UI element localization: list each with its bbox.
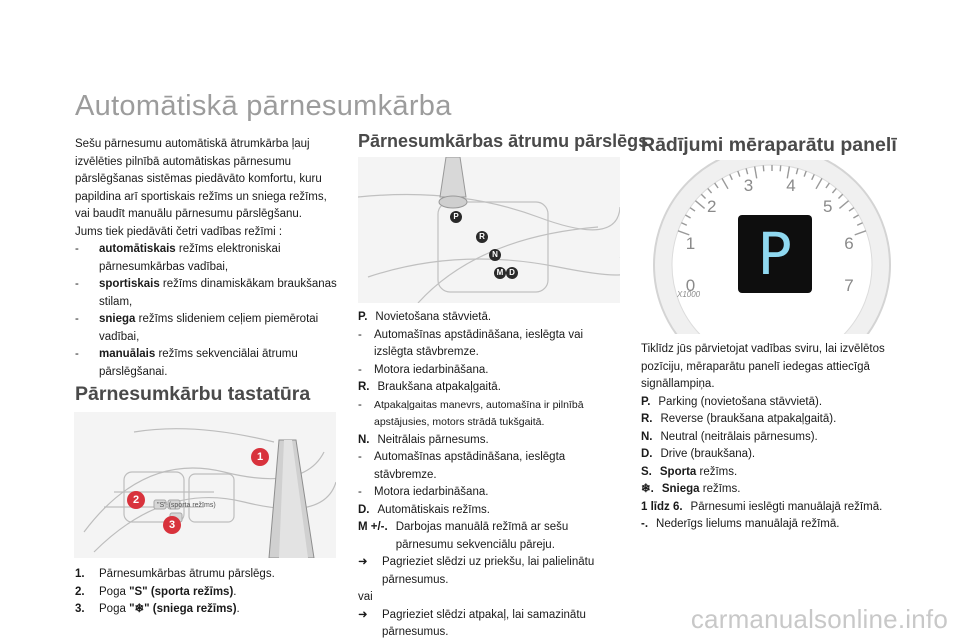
legend-end: . xyxy=(236,603,240,615)
mode-text xyxy=(99,241,340,276)
selector-item xyxy=(358,484,620,502)
scale-number: 3 xyxy=(743,175,754,195)
legend-item xyxy=(75,566,340,584)
gauge-intro: Tiklīdz jūs pārvietojat vadības sviru, lai izvēlētos pozīciju, mēraparātu panelī iedegas attiecīgā signāllampiņa. xyxy=(641,343,885,390)
legend-text xyxy=(99,584,236,602)
selector-drawing xyxy=(358,157,620,303)
legend-bold: "❄" (sniega režīms) xyxy=(129,603,237,615)
arrow-bullet-icon: ➜ xyxy=(358,556,368,568)
mode-item xyxy=(75,241,340,276)
mode-desc: režīms elektroniskai pārnesumkārbas vadībai, xyxy=(99,243,281,273)
gear-badge: N xyxy=(489,249,501,261)
gauge-desc: Reverse (braukšana atpakaļgaitā). xyxy=(660,413,837,425)
mode-item xyxy=(75,311,340,346)
selector-item xyxy=(358,397,620,432)
legend-plain: Pārnesumkārbas ātrumu pārslēgs. xyxy=(99,568,275,580)
selector-code: N. xyxy=(358,433,370,446)
arrow-bullet-icon: ➜ xyxy=(358,608,368,621)
gear-display xyxy=(738,215,812,293)
gauge-heading: Rādījumi mēraparātu panelī xyxy=(641,134,897,156)
selector-text: Braukšana atpakaļgaitā. xyxy=(377,381,501,393)
watermark: carmanualsonline.info xyxy=(690,604,948,634)
mode-dash: - xyxy=(75,243,79,255)
gear-badge: M xyxy=(494,267,506,279)
button-s-glyph: "S" (sporta režīms) xyxy=(157,502,216,509)
selector-heading: Pārnesumkārbas ātrumu pārslēgs xyxy=(358,131,649,151)
gauge-text xyxy=(660,464,737,482)
gauge-desc: Drive (braukšana). xyxy=(660,448,756,460)
gauge-text xyxy=(641,341,906,534)
mode-text xyxy=(99,346,340,381)
legend-plain: Poga xyxy=(99,603,130,615)
selector-text: Motora iedarbināšana. xyxy=(374,486,489,498)
gauge-code: N. xyxy=(641,430,653,443)
keyboard-illustration xyxy=(74,412,336,558)
gauge-item xyxy=(641,446,906,464)
gauge-code: D. xyxy=(641,448,653,460)
gauge-code: ❄. xyxy=(641,483,654,495)
gauge-desc: Neutral (neitrālais pārnesums). xyxy=(660,430,818,443)
gauge-code: -. xyxy=(641,518,649,530)
gear-badge: P xyxy=(450,211,462,223)
gear-display-letter: P xyxy=(757,220,793,288)
mode-dash: - xyxy=(75,278,79,290)
gauge-item xyxy=(641,411,906,429)
selector-list xyxy=(358,309,620,642)
modes-intro: Jums tiek piedāvāti četri vadības režīmi : xyxy=(75,225,283,238)
callout-2: 2 xyxy=(127,491,145,509)
gauge-code: S. xyxy=(641,465,652,478)
gauge-list xyxy=(641,394,906,534)
selector-item xyxy=(358,519,620,554)
gear-badge: D xyxy=(506,267,518,279)
selector-text: Novietošana stāvvietā. xyxy=(375,311,492,323)
selector-item xyxy=(358,362,620,380)
callout-3: 3 xyxy=(163,516,181,534)
gauge-bold: Sporta xyxy=(659,465,697,478)
selector-code: P. xyxy=(358,311,368,323)
selector-item xyxy=(358,327,620,362)
selector-text: vai xyxy=(358,591,373,603)
page-title: Automātiskā pārnesumkārba xyxy=(75,90,452,122)
selector-code: R. xyxy=(358,381,370,393)
gauge-item xyxy=(641,394,906,412)
selector-dash: - xyxy=(358,486,362,498)
selector-text: Neitrālais pārnesums. xyxy=(377,433,489,446)
gauge-item xyxy=(641,429,906,447)
scale-number: 6 xyxy=(844,233,854,253)
selector-text: Automātiskais režīms. xyxy=(377,503,490,516)
gauge-desc: režīms. xyxy=(699,483,741,495)
gauge-item xyxy=(641,499,906,517)
mode-text xyxy=(99,276,340,311)
selector-text: Automašīnas apstādināšana, ieslēgta stāvbremze. xyxy=(374,451,566,481)
legend-number: 3. xyxy=(75,603,85,615)
legend-end: . xyxy=(233,585,237,598)
gauge-item xyxy=(641,464,906,482)
selector-item xyxy=(358,607,620,642)
selector-text: Pagrieziet slēdzi atpakaļ, lai samazinātu pārnesumus. xyxy=(382,608,586,638)
selector-item xyxy=(358,554,620,589)
legend-number: 1. xyxy=(75,568,85,580)
selector-text: Atpakaļgaitas manevrs, automašīna ir pilnībā apstājusies, motors strādā tukšgaitā. xyxy=(374,398,584,428)
mode-dash: - xyxy=(75,313,79,325)
selector-item xyxy=(358,379,620,397)
scale-number: 1 xyxy=(685,233,696,253)
legend-item xyxy=(75,601,340,619)
selector-illustration xyxy=(358,157,620,303)
gauge-desc: Pārnesumi ieslēgti manuālajā režīmā. xyxy=(690,500,883,513)
gauge-text xyxy=(661,446,756,464)
intro-text: Sešu pārnesumu automātiskā ātrumkārba ļauj izvēlēties pilnībā automātiskas pārnesumu pārslēgšanas sistēmas piedāvāto komfortu, kuru papildina arī sportiskais režīms un sniega režīms, vai baudīt manuālu pārnesumu pārslēgšanu. xyxy=(75,138,327,220)
selector-dash: - xyxy=(358,398,362,411)
gauge-text xyxy=(656,516,839,534)
selector-text: Automašīnas apstādināšana, ieslēgta vai izslēgta stāvbremze. xyxy=(374,328,584,358)
gauge-text xyxy=(661,429,818,447)
legend-list xyxy=(75,566,340,619)
gauge-tick xyxy=(763,165,764,171)
gauge-code: P. xyxy=(641,395,651,408)
selector-item xyxy=(358,449,620,484)
mode-desc: režīms dinamiskākam braukšanas stilam, xyxy=(99,278,337,308)
selector-text: Pagrieziet slēdzi uz priekšu, lai palielinātu pārnesumus. xyxy=(382,556,595,586)
gear-console-drawing xyxy=(74,412,336,558)
selector-code: D. xyxy=(358,503,370,516)
gauge-text xyxy=(662,481,741,499)
selector-dash: - xyxy=(358,328,362,341)
gauge-item xyxy=(641,516,906,534)
selector-code: M +/-. xyxy=(358,521,388,533)
gauge-code: R. xyxy=(641,413,653,425)
modes-list xyxy=(75,241,340,381)
selector-item xyxy=(358,309,620,327)
gear-badge: R xyxy=(476,231,488,243)
callout-1: 1 xyxy=(251,448,269,466)
legend-text xyxy=(99,601,240,619)
legend-item xyxy=(75,584,340,602)
selector-item xyxy=(358,589,620,607)
legend-plain: Poga xyxy=(99,585,130,598)
selector-text: Motora iedarbināšana. xyxy=(374,363,489,376)
selector-item xyxy=(358,432,620,450)
selector-item xyxy=(358,502,620,520)
mode-dash: - xyxy=(75,348,79,360)
gauge-unit-label: X1000 xyxy=(677,290,701,299)
gauge-tick xyxy=(780,165,781,171)
mode-text xyxy=(99,311,340,346)
selector-text: Darbojas manuālā režīmā ar sešu pārnesumu sekvenciālu pāreju. xyxy=(395,521,569,551)
gauge-desc: režīms. xyxy=(696,465,738,478)
gauge-illustration xyxy=(641,160,903,334)
scale-number: 2 xyxy=(707,197,717,216)
keyboard-heading: Pārnesumkārbu tastatūra xyxy=(75,383,311,405)
selector-dash: - xyxy=(358,451,362,463)
gauge-text xyxy=(691,499,883,517)
scale-number: 4 xyxy=(786,175,796,195)
legend-text xyxy=(99,566,275,584)
selector-dash: - xyxy=(358,363,362,376)
gauge-desc: Parking (novietošana stāvvietā). xyxy=(658,395,823,408)
mode-name: sportiskais xyxy=(99,278,160,290)
mode-name: sniega xyxy=(99,313,136,325)
intro-paragraph xyxy=(75,136,340,381)
gauge-code: 1 līdz 6. xyxy=(641,500,683,513)
mode-desc: režīms slideniem ceļiem piemērotai vadībai, xyxy=(99,313,319,343)
legend-bold: "S" (sporta režīms) xyxy=(129,585,234,598)
scale-number: 5 xyxy=(823,197,833,216)
gauge-desc: Nederīgs lielums manuālajā režīmā. xyxy=(656,518,840,530)
gauge-text xyxy=(661,411,837,429)
mode-desc: režīms sekvenciālai ātrumu pārslēgšanai. xyxy=(99,348,298,378)
mode-name: automātiskais xyxy=(99,243,176,255)
gauge-item xyxy=(641,481,906,499)
mode-name: manuālais xyxy=(99,348,156,360)
legend-number: 2. xyxy=(75,585,85,598)
mode-item xyxy=(75,346,340,381)
gauge-text xyxy=(658,394,822,412)
scale-number: 7 xyxy=(844,276,854,296)
mode-item xyxy=(75,276,340,311)
scale-number: 0 xyxy=(685,276,696,296)
gauge-bold: Sniega xyxy=(661,483,700,495)
